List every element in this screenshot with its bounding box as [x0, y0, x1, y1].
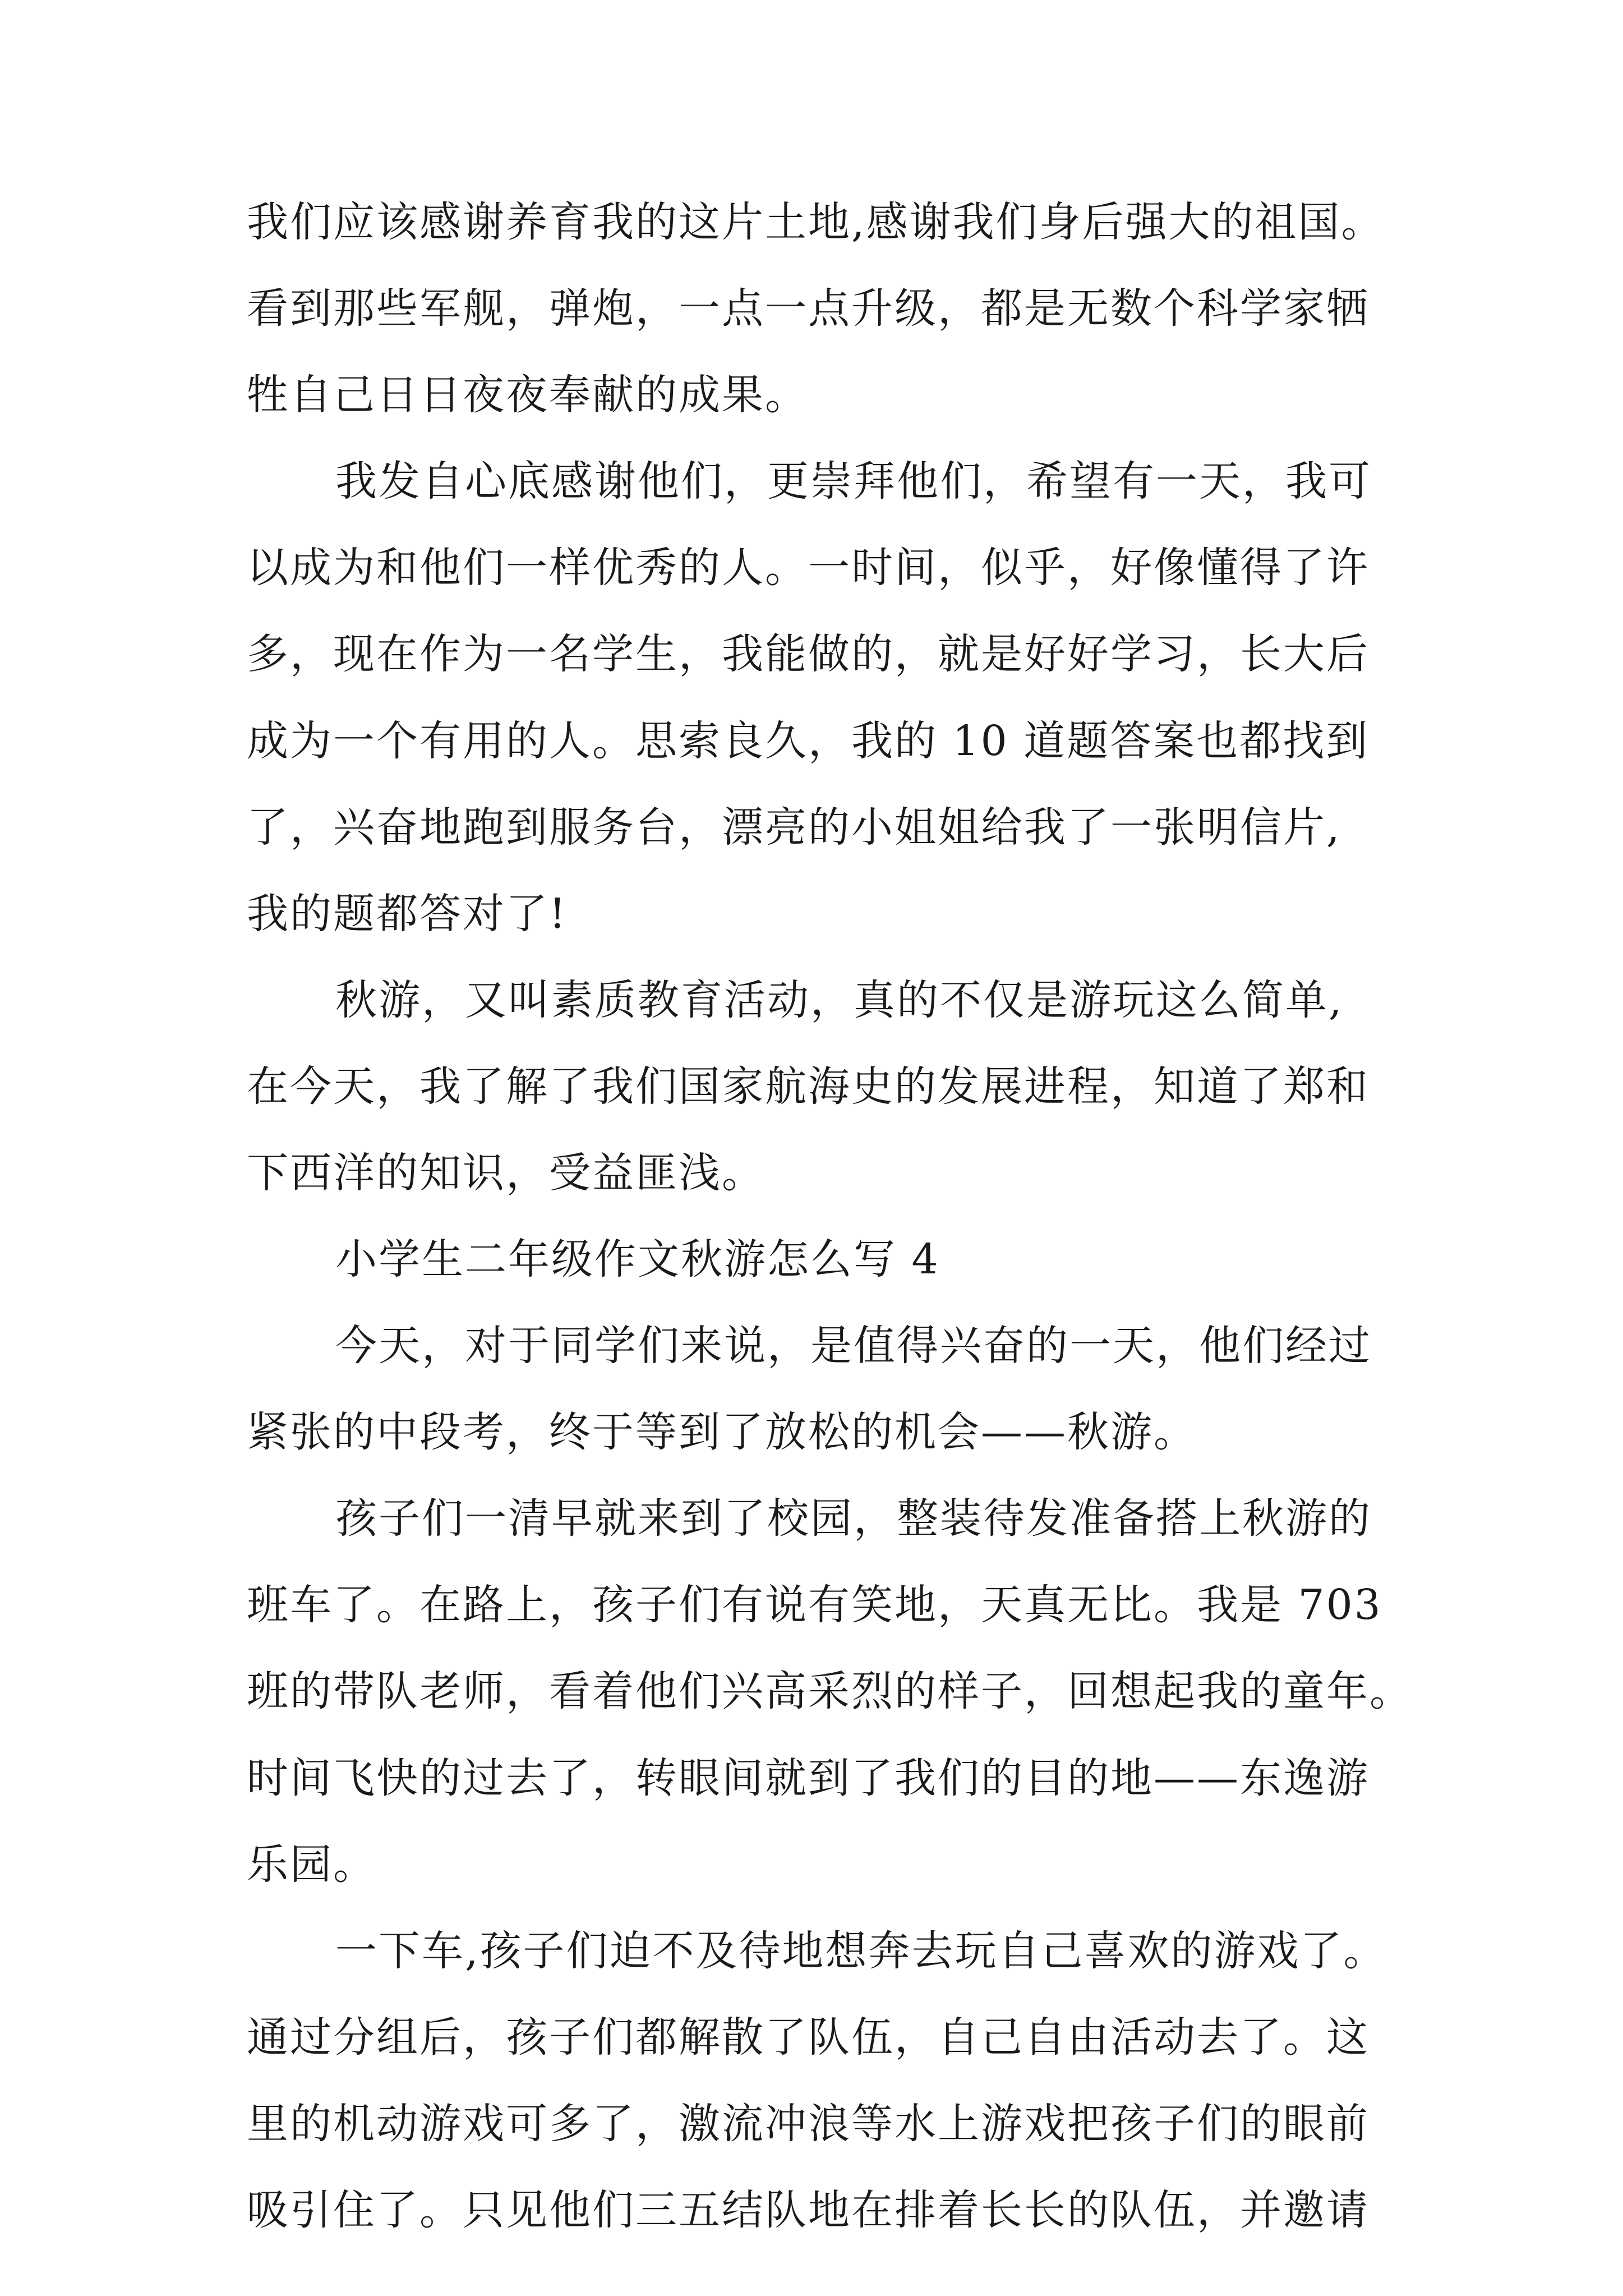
paragraph-line: 成为一个有用的人。思索良久，我的 10 道题答案也都找到 [247, 717, 1370, 765]
paragraph-line: 牲自己日日夜夜奉献的成果。 [247, 371, 808, 419]
section-heading: 小学生二年级作文秋游怎么写 4 [335, 1235, 940, 1283]
paragraph-line: 在今天，我了解了我们国家航海史的发展进程，知道了郑和 [247, 1062, 1370, 1111]
paragraph-line: 班车了。在路上，孩子们有说有笑地，天真无比。我是 703 [247, 1581, 1382, 1629]
paragraph-line: 里的机动游戏可多了，激流冲浪等水上游戏把孩子们的眼前 [247, 2100, 1370, 2148]
paragraph-line: 以成为和他们一样优秀的人。一时间，似乎，好像懂得了许 [247, 544, 1370, 592]
paragraph-line: 看到那些军舰，弹炮，一点一点升级，都是无数个科学家牺 [247, 284, 1370, 333]
paragraph-line: 孩子们一清早就来到了校园，整装待发准备搭上秋游的 [335, 1494, 1372, 1543]
paragraph-line: 通过分组后，孩子们都解散了队伍，自己自由活动去了。这 [247, 2013, 1370, 2062]
paragraph-line: 紧张的中段考，终于等到了放松的机会——秋游。 [247, 1408, 1197, 1456]
paragraph-line: 我们应该感谢养育我的这片土地,感谢我们身后强大的祖国。 [247, 198, 1385, 246]
paragraph-line: 吸引住了。只见他们三五结队地在排着长长的队伍，并邀请 [247, 2186, 1370, 2234]
paragraph-line: 时间飞快的过去了，转眼间就到了我们的目的地——东逸游 [247, 1754, 1370, 1802]
paragraph-line: 下西洋的知识，受益匪浅。 [247, 1149, 765, 1197]
paragraph-line: 秋游，又叫素质教育活动，真的不仅是游玩这么简单, [335, 976, 1344, 1024]
paragraph-line: 一下车,孩子们迫不及待地想奔去玩自己喜欢的游戏了。 [335, 1927, 1387, 1975]
paragraph-line: 班的带队老师，看着他们兴高采烈的样子，回想起我的童年。 [247, 1667, 1413, 1715]
paragraph-line: 了，兴奋地跑到服务台，漂亮的小姐姐给我了一张明信片, [247, 803, 1341, 852]
paragraph-line: 多，现在作为一名学生，我能做的，就是好好学习，长大后 [247, 630, 1370, 678]
paragraph-line: 乐园。 [247, 1841, 376, 1889]
paragraph-line: 今天，对于同学们来说，是值得兴奋的一天，他们经过 [335, 1322, 1372, 1370]
paragraph-line: 我发自心底感谢他们，更崇拜他们，希望有一天，我可 [335, 457, 1372, 505]
paragraph-line: 我的题都答对了! [247, 890, 568, 938]
